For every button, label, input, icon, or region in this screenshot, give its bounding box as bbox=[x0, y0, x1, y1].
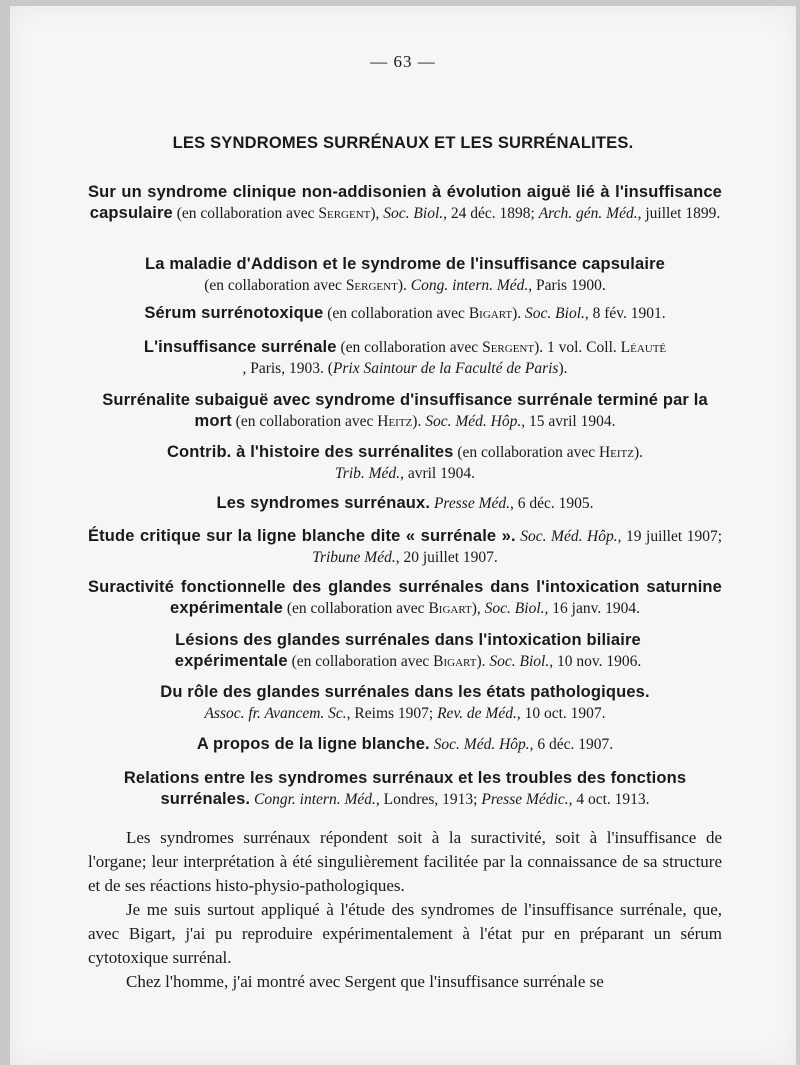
entry-title: La maladie d'Addison et le syndrome de l'insuffisance capsulaire bbox=[145, 255, 665, 273]
entry-collab-end: ). bbox=[397, 277, 407, 294]
entry-title: Étude critique sur la ligne blanche dite « surrénale ». bbox=[88, 527, 516, 545]
entry-date: , 6 déc. 1905. bbox=[510, 495, 594, 512]
bibliography-entry bbox=[88, 442, 722, 484]
entry-collab-name: Heitz bbox=[598, 444, 634, 461]
entry-date: , Paris 1900. bbox=[528, 277, 606, 294]
entry-collab: (en collaboration avec bbox=[176, 205, 315, 222]
entry-date: , Reims 1907; bbox=[346, 705, 434, 722]
entry-collab: (en collaboration avec bbox=[235, 413, 374, 430]
bibliography-entry bbox=[88, 493, 722, 514]
bibliography-entry bbox=[88, 768, 722, 810]
entry-journal: Soc. Biol. bbox=[525, 305, 585, 322]
paragraph: Chez l'homme, j'ai montré avec Sergent que l'insuffisance surrénale se bbox=[126, 972, 604, 991]
page-number: — 63 — bbox=[370, 52, 436, 71]
entry-date: , 16 janv. 1904. bbox=[544, 600, 640, 617]
entry-place: , Paris, 1903. ( bbox=[242, 360, 333, 377]
document-page bbox=[10, 6, 796, 1065]
entry-collab-end: ), bbox=[370, 205, 380, 222]
bibliography-entry bbox=[88, 337, 722, 379]
entry-date: , 8 fév. 1901. bbox=[584, 305, 666, 322]
entry-date-2: , 20 juillet 1907. bbox=[395, 549, 498, 566]
entry-date: , 19 juillet 1907; bbox=[617, 528, 723, 545]
entry-collab-end: ). bbox=[412, 413, 422, 430]
entry-collab-end: ). bbox=[633, 444, 644, 461]
entry-collab: (en collaboration avec bbox=[327, 305, 465, 322]
entry-date: , 10 nov. 1906. bbox=[549, 653, 642, 670]
entry-collab-name: Heitz bbox=[377, 413, 413, 430]
entry-journal: Presse Méd. bbox=[433, 495, 510, 512]
entry-date: , 24 déc. 1898; bbox=[443, 205, 535, 222]
body-text bbox=[88, 826, 722, 994]
entry-collab-end: ), bbox=[471, 600, 481, 617]
entry-title: Lésions des glandes surrénales dans l'intoxication biliaire expérimentale bbox=[174, 631, 641, 670]
entry-collab-end: ). 1 vol. Coll. bbox=[534, 339, 617, 356]
entry-title: A propos de la ligne blanche. bbox=[196, 735, 430, 753]
entry-date: ). bbox=[558, 360, 568, 377]
entry-collab: (en collaboration avec bbox=[340, 339, 479, 356]
entry-title: Sur un syndrome clinique non-addisonien à évolution aiguë lié à l'insuffisance capsulaire bbox=[88, 183, 722, 222]
section-title: LES SYNDROMES SURRÉNAUX ET LES SURRÉNALITES. bbox=[172, 134, 634, 152]
bibliography-entry bbox=[82, 390, 728, 432]
bibliography-entry bbox=[88, 734, 722, 755]
bibliography-entry bbox=[88, 182, 722, 224]
entry-journal: Congr. intern. Méd. bbox=[254, 791, 376, 808]
bibliography-entry bbox=[88, 526, 722, 568]
entry-journal: Soc. Méd. Hôp. bbox=[520, 528, 618, 545]
entry-title: Du rôle des glandes surrénales dans les états pathologiques. bbox=[160, 683, 650, 701]
entry-journal: Soc. Biol. bbox=[489, 653, 550, 670]
entry-collab-name: Sergent bbox=[482, 339, 535, 356]
entry-date: , 6 déc. 1907. bbox=[529, 736, 614, 753]
entry-collab-name: Sergent bbox=[345, 277, 398, 294]
entry-title: Relations entre les syndromes surrénaux et les troubles des fonctions surrénales. bbox=[123, 769, 687, 808]
entry-date-2: , 10 oct. 1907. bbox=[516, 705, 606, 722]
entry-journal: Trib. Méd. bbox=[335, 465, 401, 482]
entry-journal-2: Rev. de Méd. bbox=[437, 705, 517, 722]
entry-title: Surrénalite subaiguë avec syndrome d'insuffisance surrénale terminé par la mort bbox=[102, 391, 708, 430]
bibliography-entry bbox=[80, 254, 730, 296]
entry-title: Sérum surrénotoxique bbox=[144, 304, 324, 322]
entry-date: , avril 1904. bbox=[400, 465, 475, 482]
entry-title: L'insuffisance surrénale bbox=[143, 338, 337, 356]
entry-journal-2: Tribune Méd. bbox=[312, 549, 396, 566]
entry-date-2: , juillet 1899. bbox=[637, 205, 721, 222]
entry-date: , Londres, 1913; bbox=[375, 791, 478, 808]
bibliography-entry bbox=[88, 577, 722, 619]
entry-journal-2: Presse Médic. bbox=[481, 791, 569, 808]
entry-collab-end: ). bbox=[476, 653, 486, 670]
entry-title: Suractivité fonctionnelle des glandes surrénales dans l'intoxication saturnine expérimentale bbox=[88, 578, 722, 617]
entry-collab-end: ). bbox=[512, 305, 522, 322]
entry-editor-name: Léauté bbox=[620, 339, 667, 356]
entry-date-2: , 4 oct. 1913. bbox=[568, 791, 650, 808]
entry-journal: Soc. Biol. bbox=[383, 205, 444, 222]
entry-collab-name: Sergent bbox=[318, 205, 371, 222]
entry-journal: Soc. Méd. Hôp. bbox=[433, 736, 530, 753]
entry-collab: (en collaboration avec bbox=[286, 600, 425, 617]
entry-title: Contrib. à l'histoire des surrénalites bbox=[166, 443, 454, 461]
bibliography-entry bbox=[88, 682, 722, 724]
entry-journal: Cong. intern. Méd. bbox=[410, 277, 529, 294]
bibliography-entry bbox=[128, 630, 688, 672]
entry-journal: Soc. Méd. Hôp. bbox=[425, 413, 522, 430]
entry-date: , 15 avril 1904. bbox=[521, 413, 616, 430]
entry-collab: (en collaboration avec bbox=[291, 653, 430, 670]
entry-collab-name: Bigart bbox=[433, 653, 477, 670]
entry-prize: Prix Saintour de la Faculté de Paris bbox=[332, 360, 559, 377]
entry-journal-2: Arch. gén. Méd. bbox=[538, 205, 638, 222]
entry-journal: Assoc. fr. Avancem. Sc. bbox=[204, 705, 347, 722]
paragraph: Je me suis surtout appliqué à l'étude des syndromes de l'insuffisance surrénale, que, avec Bigart, j'ai pu reproduire expérimentalement à l'état pur en préparant un sérum cytotoxique surrénal. bbox=[88, 900, 722, 967]
entry-collab-name: Bigart bbox=[428, 600, 472, 617]
entry-journal: Soc. Biol. bbox=[484, 600, 545, 617]
entry-collab: (en collaboration avec bbox=[204, 277, 342, 294]
entry-collab-name: Bigart bbox=[468, 305, 513, 322]
entry-title: Les syndromes surrénaux. bbox=[216, 494, 431, 512]
paragraph: Les syndromes surrénaux répondent soit à la suractivité, soit à l'insuffisance de l'organe; leur interprétation à été singulièrement facilitée par la connaissance de sa structure et de ses réactions histo-physio-pathologiques. bbox=[88, 828, 722, 895]
entry-collab: (en collaboration avec bbox=[457, 444, 596, 461]
bibliography-entry bbox=[88, 303, 722, 324]
